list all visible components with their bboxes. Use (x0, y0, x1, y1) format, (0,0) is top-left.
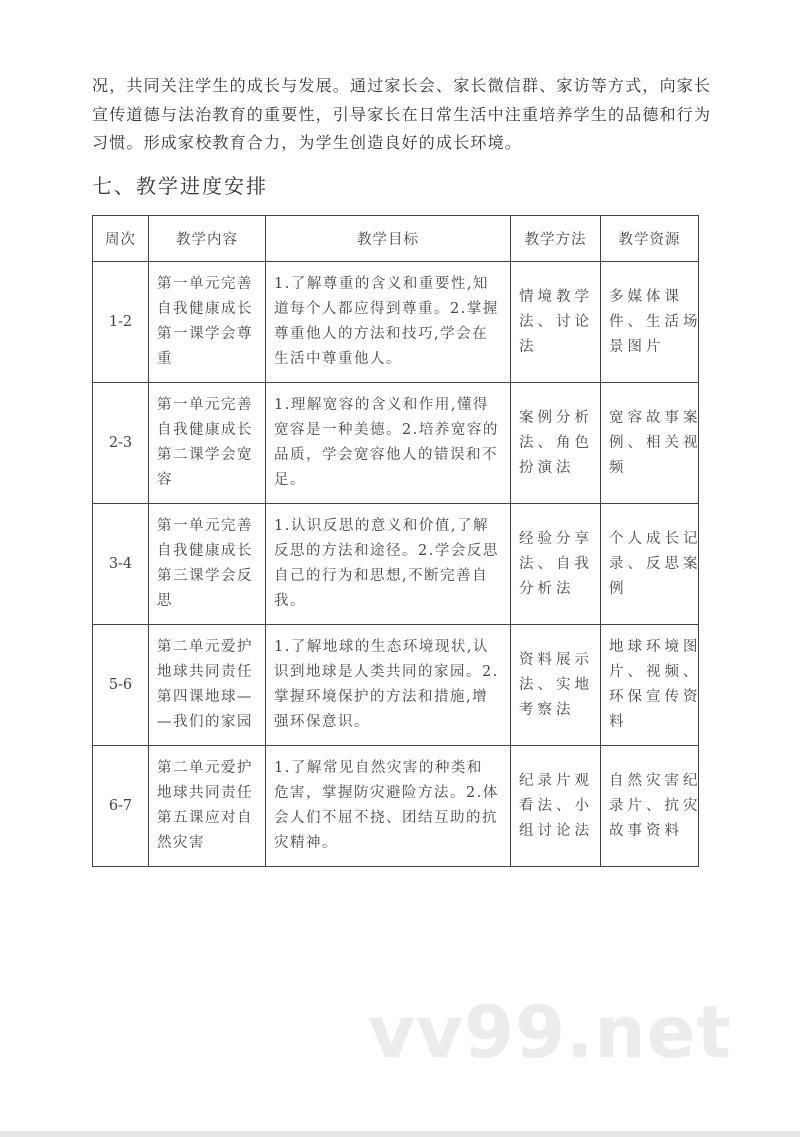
cell-line: 情境教学 (519, 288, 593, 305)
schedule-table (92, 215, 702, 867)
cell-line: 录、反思案 (609, 555, 702, 572)
cell-week: 1-2 (93, 262, 149, 383)
cell-line: 第三课学会反 (157, 568, 253, 584)
cell-line: 自己的行为和思想,不断完善自 (274, 568, 489, 584)
cell-line: 强环保意识。 (274, 714, 370, 730)
cell-content (149, 383, 266, 504)
cell-method (511, 625, 601, 746)
paragraph-line: 习惯。形成家校教育合力，为学生创造良好的成长环境。 (92, 133, 523, 152)
cell-line: 足。 (274, 472, 306, 488)
cell-line: 个人成长记 (609, 530, 702, 547)
cell-content (149, 504, 266, 625)
cell-line: 会人们不屈不挠、团结互助的抗 (274, 810, 498, 826)
cell-line: 组讨论法 (519, 822, 593, 839)
cell-line: 识到地球是人类共同的家园。2. (274, 664, 499, 680)
cell-goal (266, 625, 511, 746)
cell-line: 宽容故事案 (609, 409, 702, 426)
cell-line: 资料展示 (519, 651, 593, 668)
cell-line: —我们的家园 (157, 714, 253, 730)
cell-line: 自我健康成长 (157, 543, 253, 559)
cell-line: 品质，学会宽容他人的错误和不 (274, 447, 498, 463)
page-bottom-edge (0, 1131, 800, 1137)
cell-line: 法、角色 (519, 434, 593, 451)
cell-line: 考察法 (519, 701, 575, 718)
header-goal: 教学目标 (266, 216, 511, 262)
cell-line: 例 (609, 580, 628, 597)
cell-line: 第一单元完善 (157, 518, 253, 534)
cell-goal (266, 504, 511, 625)
cell-line: 第二课学会宽 (157, 447, 253, 463)
cell-content (149, 262, 266, 383)
section-heading: 七、教学进度安排 (92, 174, 268, 198)
paragraph-line: 宣传道德与法治教育的重要性，引导家长在日常生活中注重培养学生的品德和行为 (92, 104, 712, 124)
cell-method (511, 383, 601, 504)
cell-line: 地球共同责任 (157, 664, 253, 680)
cell-line: 地球环境图 (609, 639, 702, 655)
cell-line: 多媒体课 (609, 288, 683, 305)
cell-line: 地球共同责任 (157, 785, 253, 801)
cell-line: 自然灾害纪 (609, 772, 702, 789)
header-week: 周次 (93, 216, 149, 262)
cell-line: 反思的方法和途径。2.学会反思 (274, 543, 499, 559)
cell-resource (601, 262, 702, 383)
cell-line: 自我健康成长 (157, 301, 253, 317)
cell-line: 1.认识反思的意义和价值,了解 (274, 518, 489, 534)
cell-week: 5-6 (93, 625, 149, 746)
cell-content (149, 625, 266, 746)
cell-line: 经验分享 (519, 530, 593, 547)
cell-line: 频 (609, 459, 628, 476)
cell-line: 1.了解尊重的含义和重要性,知 (274, 276, 489, 292)
header-method: 教学方法 (511, 216, 601, 262)
intro-paragraph (92, 72, 732, 158)
cell-line: 1.理解宽容的含义和作用,懂得 (274, 397, 489, 413)
cell-line: 容 (157, 472, 173, 488)
cell-line: 第一单元完善 (157, 276, 253, 292)
cell-line: 件、生活场 (609, 313, 702, 330)
cell-week: 3-4 (93, 504, 149, 625)
cell-line: 片、视频、 (609, 664, 702, 680)
cell-line: 法、讨论 (519, 313, 593, 330)
cell-line: 第四课地球— (157, 689, 253, 705)
cell-line: 法、自我 (519, 555, 593, 572)
cell-line: 法 (519, 338, 538, 355)
cell-line: 第五课应对自 (157, 810, 253, 826)
cell-line: 景图片 (609, 338, 665, 355)
table-row (93, 625, 699, 746)
cell-resource (601, 746, 702, 867)
cell-resource (601, 383, 702, 504)
cell-goal (266, 383, 511, 504)
cell-line: 道每个人都应得到尊重。2.掌握 (274, 301, 499, 317)
cell-method (511, 504, 601, 625)
cell-goal (266, 262, 511, 383)
table-row (93, 262, 699, 383)
cell-line: 第一单元完善 (157, 397, 253, 413)
cell-line: 纪录片观 (519, 772, 593, 789)
cell-resource (601, 625, 702, 746)
cell-line: 案例分析 (519, 409, 593, 426)
paragraph-line: 况，共同关注学生的成长与发展。通过家长会、家长微信群、家访等方式，向家长 (92, 76, 712, 95)
cell-content (149, 746, 266, 867)
cell-line: 录片、抗灾 (609, 797, 702, 814)
cell-line: 宽容是一种美德。2.培养宽容的 (274, 422, 499, 438)
table-row (93, 504, 699, 625)
table-row (93, 383, 699, 504)
cell-resource (601, 504, 702, 625)
cell-line: 第二单元爱护 (157, 760, 253, 776)
cell-line: 1.了解地球的生态环境现状,认 (274, 639, 489, 655)
cell-line: 扮演法 (519, 459, 575, 476)
cell-line: 故事资料 (609, 822, 683, 839)
cell-line: 第一课学会尊 (157, 326, 253, 342)
cell-line: 例、相关视 (609, 434, 702, 451)
cell-line: 思 (157, 593, 173, 609)
cell-week: 6-7 (93, 746, 149, 867)
cell-line: 法、实地 (519, 676, 593, 693)
header-resource: 教学资源 (601, 216, 699, 262)
cell-line: 环保宣传资 (609, 689, 702, 705)
cell-line: 尊重他人的方法和技巧,学会在 (274, 326, 489, 342)
cell-line: 分析法 (519, 580, 575, 597)
cell-line: 危害，掌握防灾避险方法。2.体 (274, 785, 499, 801)
cell-method (511, 746, 601, 867)
cell-week: 2-3 (93, 383, 149, 504)
cell-line: 我。 (274, 593, 306, 609)
cell-line: 灾精神。 (274, 835, 338, 851)
cell-line: 然灾害 (157, 835, 205, 851)
cell-line: 1.了解常见自然灾害的种类和 (274, 760, 483, 776)
table-header-row (93, 216, 699, 262)
watermark: vv99.net (368, 990, 732, 1074)
cell-line: 生活中尊重他人。 (274, 351, 402, 367)
table-row (93, 746, 699, 867)
cell-line: 料 (609, 714, 628, 730)
cell-goal (266, 746, 511, 867)
cell-line: 掌握环境保护的方法和措施,增 (274, 689, 489, 705)
cell-line: 重 (157, 351, 173, 367)
cell-line: 自我健康成长 (157, 422, 253, 438)
cell-line: 第二单元爱护 (157, 639, 253, 655)
header-content: 教学内容 (149, 216, 266, 262)
cell-method (511, 262, 601, 383)
cell-line: 看法、小 (519, 797, 593, 814)
